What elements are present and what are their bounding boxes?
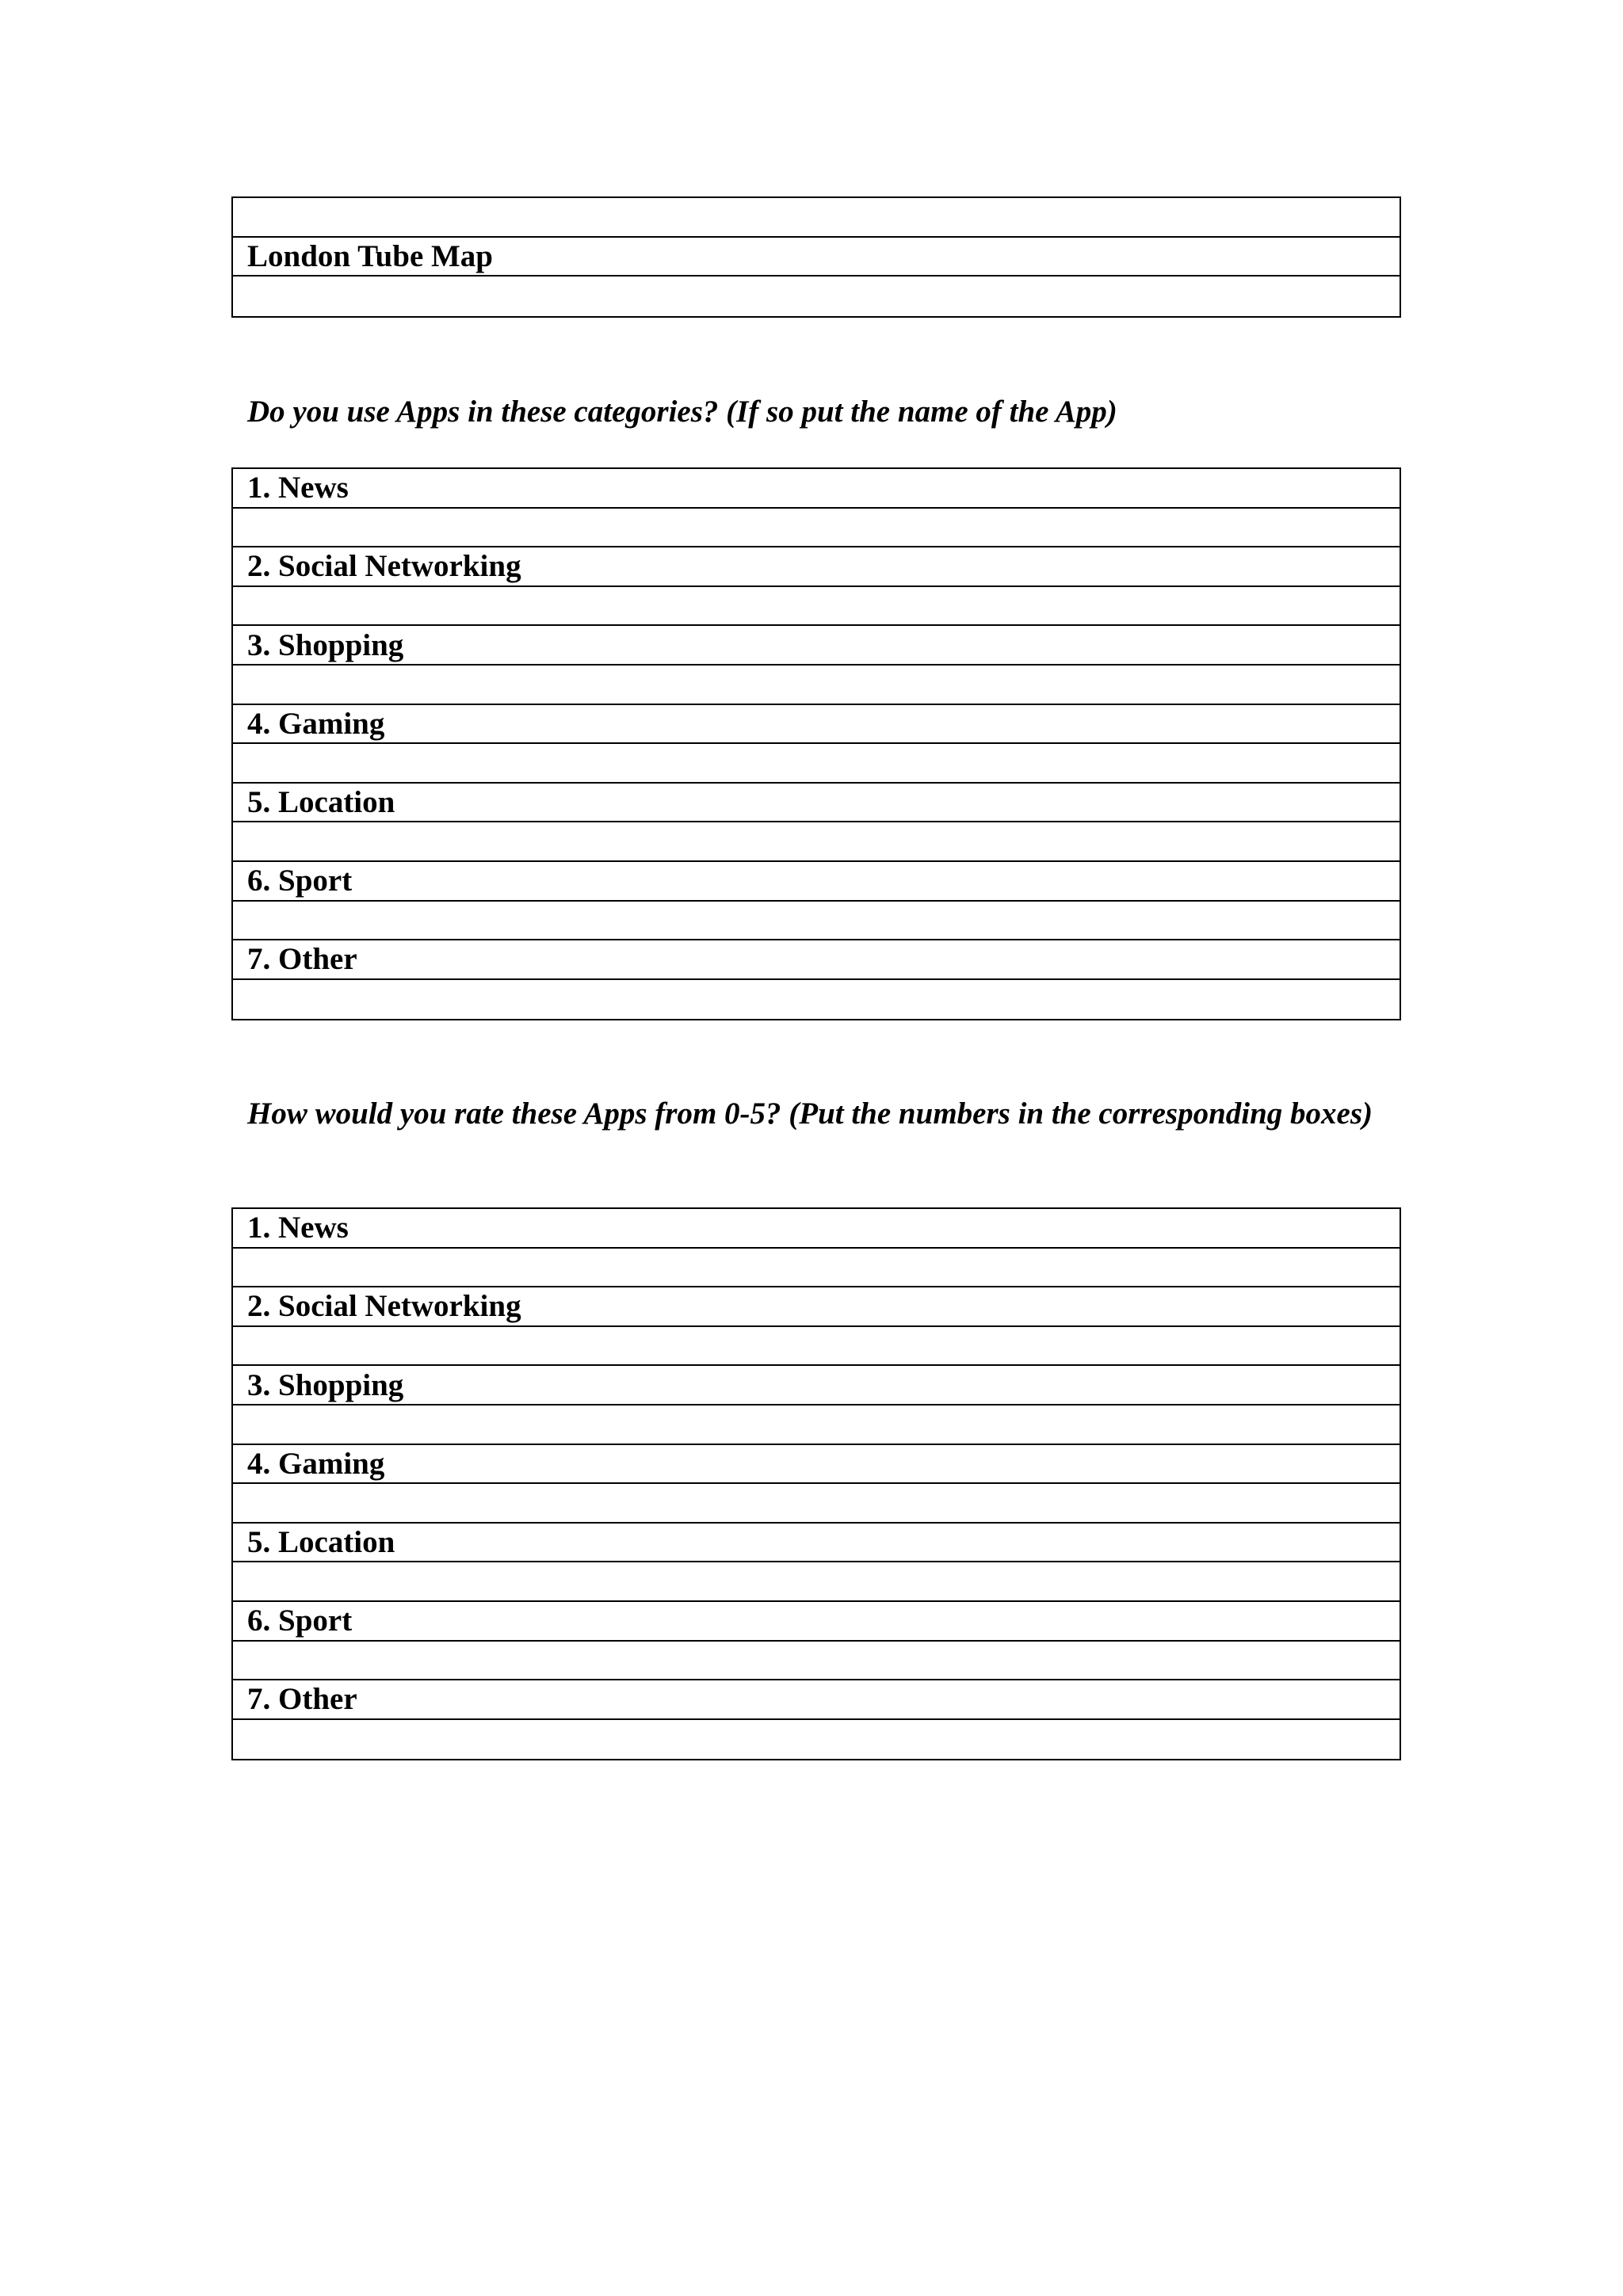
rating-answer-other[interactable] xyxy=(233,1720,1400,1760)
usage-answer-gaming[interactable] xyxy=(233,744,1400,784)
rating-label-other: 7. Other xyxy=(233,1680,1400,1720)
usage-answer-sport[interactable] xyxy=(233,902,1400,941)
rating-answer-shopping[interactable] xyxy=(233,1405,1400,1445)
usage-question: Do you use Apps in these categories? (If so put the name of the App) xyxy=(247,395,1117,429)
rating-label-news: 1. News xyxy=(233,1209,1400,1249)
usage-answer-location[interactable] xyxy=(233,822,1400,862)
category-label-shopping: 3. Shopping xyxy=(233,626,1400,666)
rating-answer-gaming[interactable] xyxy=(233,1484,1400,1524)
category-label-gaming: 4. Gaming xyxy=(233,705,1400,745)
category-label-news: 1. News xyxy=(233,469,1400,509)
app-name-blank-row[interactable] xyxy=(233,277,1400,316)
rating-label-social-networking: 2. Social Networking xyxy=(233,1287,1400,1327)
rating-answer-sport[interactable] xyxy=(233,1642,1400,1681)
usage-answer-social-networking[interactable] xyxy=(233,587,1400,627)
rating-label-sport: 6. Sport xyxy=(233,1602,1400,1642)
category-label-other: 7. Other xyxy=(233,940,1400,980)
rating-label-shopping: 3. Shopping xyxy=(233,1366,1400,1405)
rating-answer-social-networking[interactable] xyxy=(233,1327,1400,1367)
app-name-row: London Tube Map xyxy=(233,238,1400,277)
category-label-sport: 6. Sport xyxy=(233,862,1400,902)
usage-answer-other[interactable] xyxy=(233,980,1400,1020)
rating-label-gaming: 4. Gaming xyxy=(233,1445,1400,1485)
rating-answer-location[interactable] xyxy=(233,1562,1400,1602)
rating-label-location: 5. Location xyxy=(233,1524,1400,1563)
rating-answer-news[interactable] xyxy=(233,1249,1400,1288)
rating-categories-table xyxy=(231,1207,1401,1760)
app-name-blank-row[interactable] xyxy=(233,198,1400,238)
usage-answer-shopping[interactable] xyxy=(233,666,1400,705)
usage-categories-table xyxy=(231,467,1401,1020)
category-label-social-networking: 2. Social Networking xyxy=(233,547,1400,587)
app-name-table xyxy=(231,196,1401,318)
rating-question: How would you rate these Apps from 0-5? (Put the numbers in the corresponding boxes) xyxy=(247,1097,1373,1131)
category-label-location: 5. Location xyxy=(233,784,1400,823)
usage-answer-news[interactable] xyxy=(233,509,1400,548)
